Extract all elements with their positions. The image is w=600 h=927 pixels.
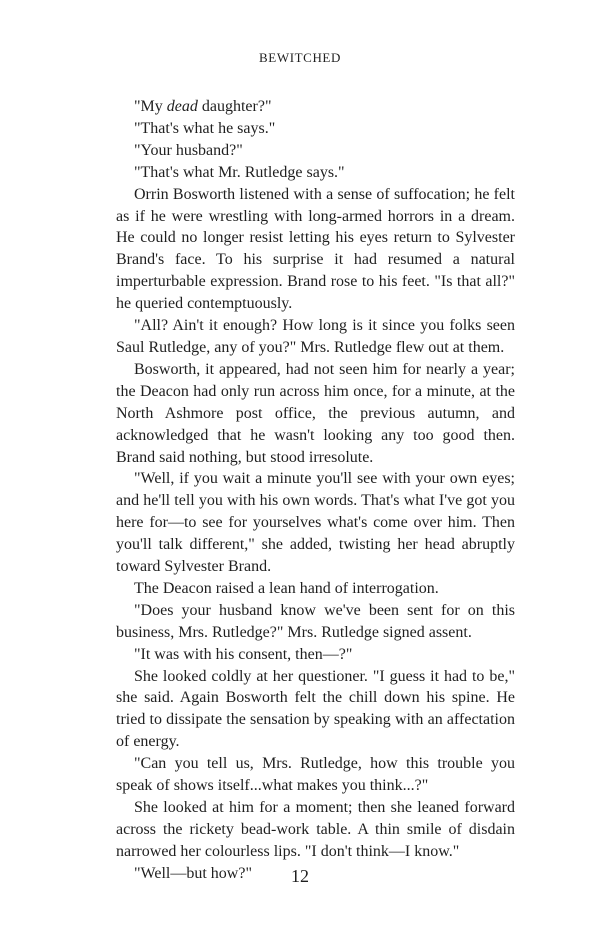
paragraph: "Well, if you wait a minute you'll see with your own eyes; and he'll tell you with his own words. That's what I've got you here for—to see for yourselves what's come over him. Then you'll talk different," she added, twisting her head abruptly toward Sylvester Brand. [116, 470, 515, 576]
paragraph: "Can you tell us, Mrs. Rutledge, how this trouble you speak of shows itself...what makes you think...?" [116, 755, 515, 795]
paragraph: "That's what Mr. Rutledge says." [134, 163, 345, 181]
paragraph: Bosworth, it appeared, had not seen him for nearly a year; the Deacon had only run across him once, for a minute, at the North Ashmore post office, the previous autumn, and acknowledged that he wasn't looking any too good then. Brand said nothing, but stood irresolute. [116, 360, 515, 466]
page-number: 12 [291, 866, 309, 886]
paragraph-text-end: daughter?" [197, 98, 272, 115]
paragraph [116, 96, 515, 118]
body-text [116, 96, 515, 885]
paragraph: She looked at him for a moment; then she leaned forward across the rickety bead-work table. A thin smile of disdain narrowed her colourless lips. "I don't think—I know." [116, 799, 515, 860]
paragraph: "All? Ain't it enough? How long is it since you folks seen Saul Rutledge, any of you?" Mrs. Rutledge flew out at them. [116, 317, 515, 356]
paragraph: "Does your husband know we've been sent for on this business, Mrs. Rutledge?" Mrs. Rutledge signed assent. [116, 601, 515, 641]
emphasized-word: dead [166, 98, 198, 115]
paragraph: "Well—but how?" [134, 864, 252, 882]
paragraph: "It was with his consent, then—?" [134, 645, 353, 663]
running-head: BEWITCHED [259, 50, 341, 65]
paragraph: Orrin Bosworth listened with a sense of suffocation; he felt as if he were wrestling with long-armed horrors in a dream. He could no longer resist letting his eyes return to Sylvester Brand's face. To his surprise it had resumed a natural imperturbable expression. Brand rose to his feet. "Is that all?" he queried contemptuously. [116, 185, 515, 313]
paragraph: "That's what he says." [134, 119, 276, 137]
paragraph: She looked coldly at her questioner. "I guess it had to be," she said. Again Bosworth felt the chill down his spine. He tried to dissipate the sensation by speaking with an affectation of energy. [116, 667, 515, 751]
paragraph: The Deacon raised a lean hand of interrogation. [134, 579, 439, 597]
paragraph-text-start: "My [134, 98, 167, 115]
paragraph: "Your husband?" [134, 141, 243, 159]
